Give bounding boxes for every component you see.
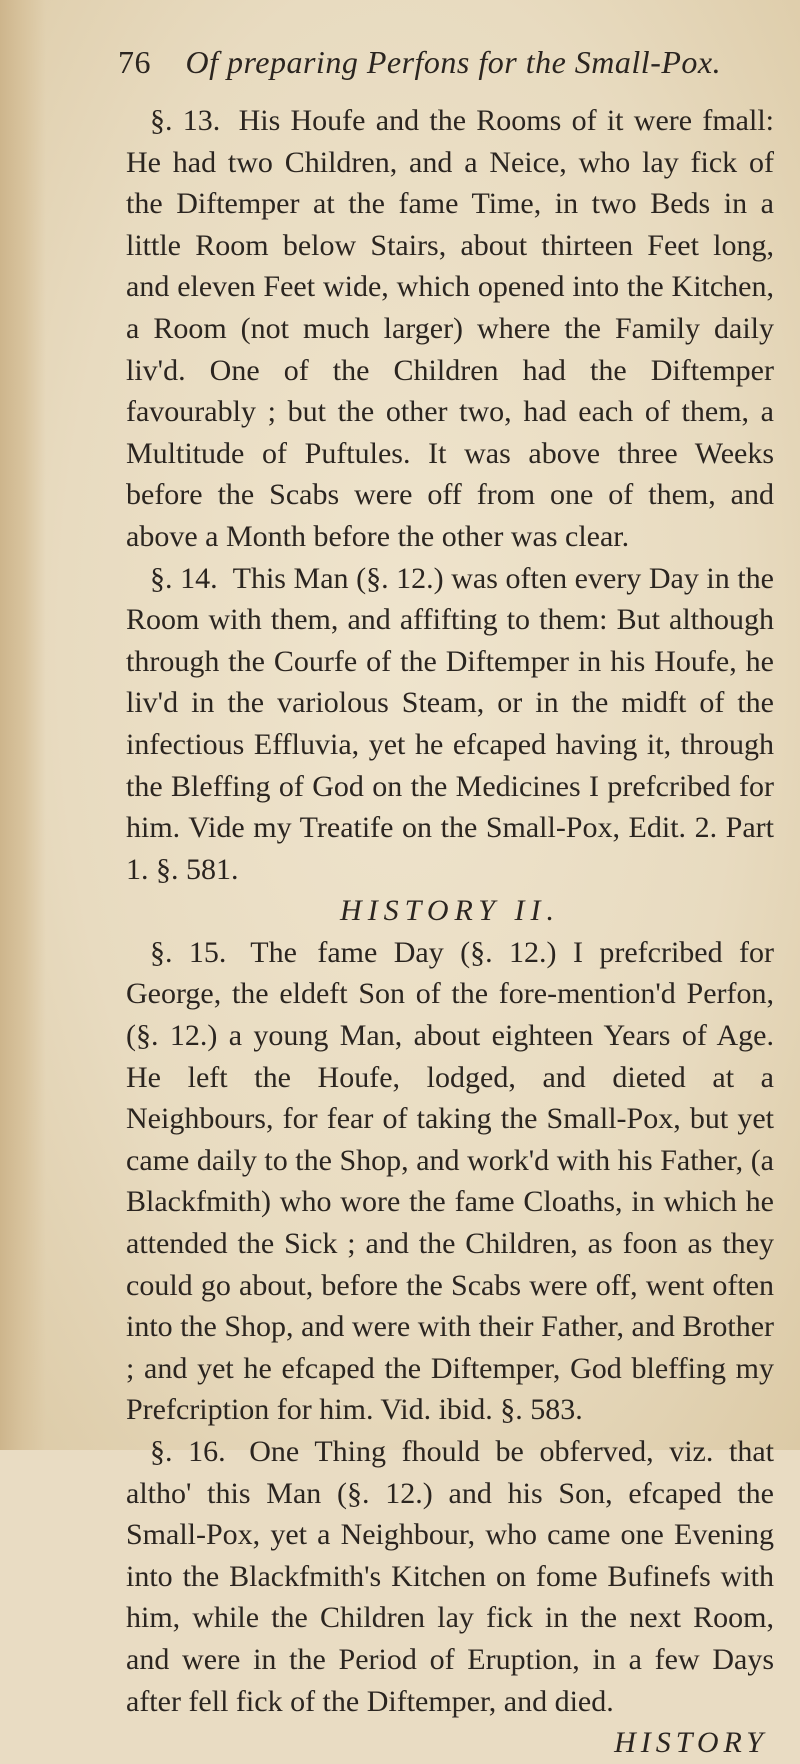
section-mark: §. 15. (150, 935, 227, 969)
catchword: HISTORY (614, 1726, 768, 1760)
page-edge-shadow (0, 0, 46, 1450)
running-header (118, 44, 721, 81)
history-heading: HISTORY II. (340, 894, 560, 928)
section-mark: §. 16. (150, 1435, 226, 1468)
paragraph-text: fame Day (§. 12.) I prefcribed for George, the eldeft Son of the fore-mention'd Perfon, (§. 12.) a young Man, about eighteen Years of Age. He left the Houfe, lodged, and dieted at a Neighbours, for fear of taking the Small-Pox, but yet came daily to the Shop, and work'd with his Father, (a Blackfmith) who wore the fame Cloaths, in which he attended the Sick ; and the Children, as foon as they could go about, before the Scabs were off, went often into the Shop, and were with their Father, and Brother ; and yet he efcaped the Diftemper, God bleffing my Prefcription for him. Vid. ibid. §. 583. (126, 935, 774, 1427)
body-text (126, 100, 774, 1764)
paragraph-text: His Houfe and the Rooms of it were fmall: He had two Children, and a Neice, who lay fick of the Diftemper at the fame Time, in two Beds in a little Room below Stairs, about thirteen Feet long, and eleven Feet wide, which opened into the Kitchen, a Room (not much larger) where the Family daily liv'd. One of the Children had the Diftemper favourably ; but the other two, had each of them, a Multitude of Puftules. It was above three Weeks before the Scabs were off from one of them, and above a Month before the other was clear. (126, 104, 774, 553)
paragraph-14 (126, 558, 774, 891)
small-caps-lead: The (250, 935, 297, 969)
page-number: 76 (118, 44, 151, 80)
running-title: Of preparing Perfons for the Small-Pox. (185, 44, 722, 80)
section-mark: §. 13. (150, 104, 221, 137)
paragraph-16 (126, 1431, 774, 1722)
paragraph-text: This Man (§. 12.) was often every Day in the Room with them, and affifting to them: But although through the Courfe of the Diftemper in his Houfe, he liv'd in the variolous Steam, or in the midft of the infectious Effluvia, yet he efcaped having it, through the Bleffing of God on the Medicines I prefcribed for him. Vide my Treatife on the Small-Pox, Edit. 2. Part 1. §. 581. (126, 561, 774, 886)
paragraph-text: One Thing fhould be obferved, viz. that altho' this Man (§. 12.) and his Son, efcaped the Small-Pox, yet a Neighbour, who came one Evening into the Blackfmith's Kitchen on fome Bufinefs with him, while the Children lay fick in the next Room, and were in the Period of Eruption, in a few Days after fell fick of the Diftemper, and died. (126, 1435, 774, 1718)
paragraph-15 (126, 932, 774, 1431)
section-mark: §. 14. (150, 561, 218, 595)
paragraph-13 (126, 100, 774, 558)
